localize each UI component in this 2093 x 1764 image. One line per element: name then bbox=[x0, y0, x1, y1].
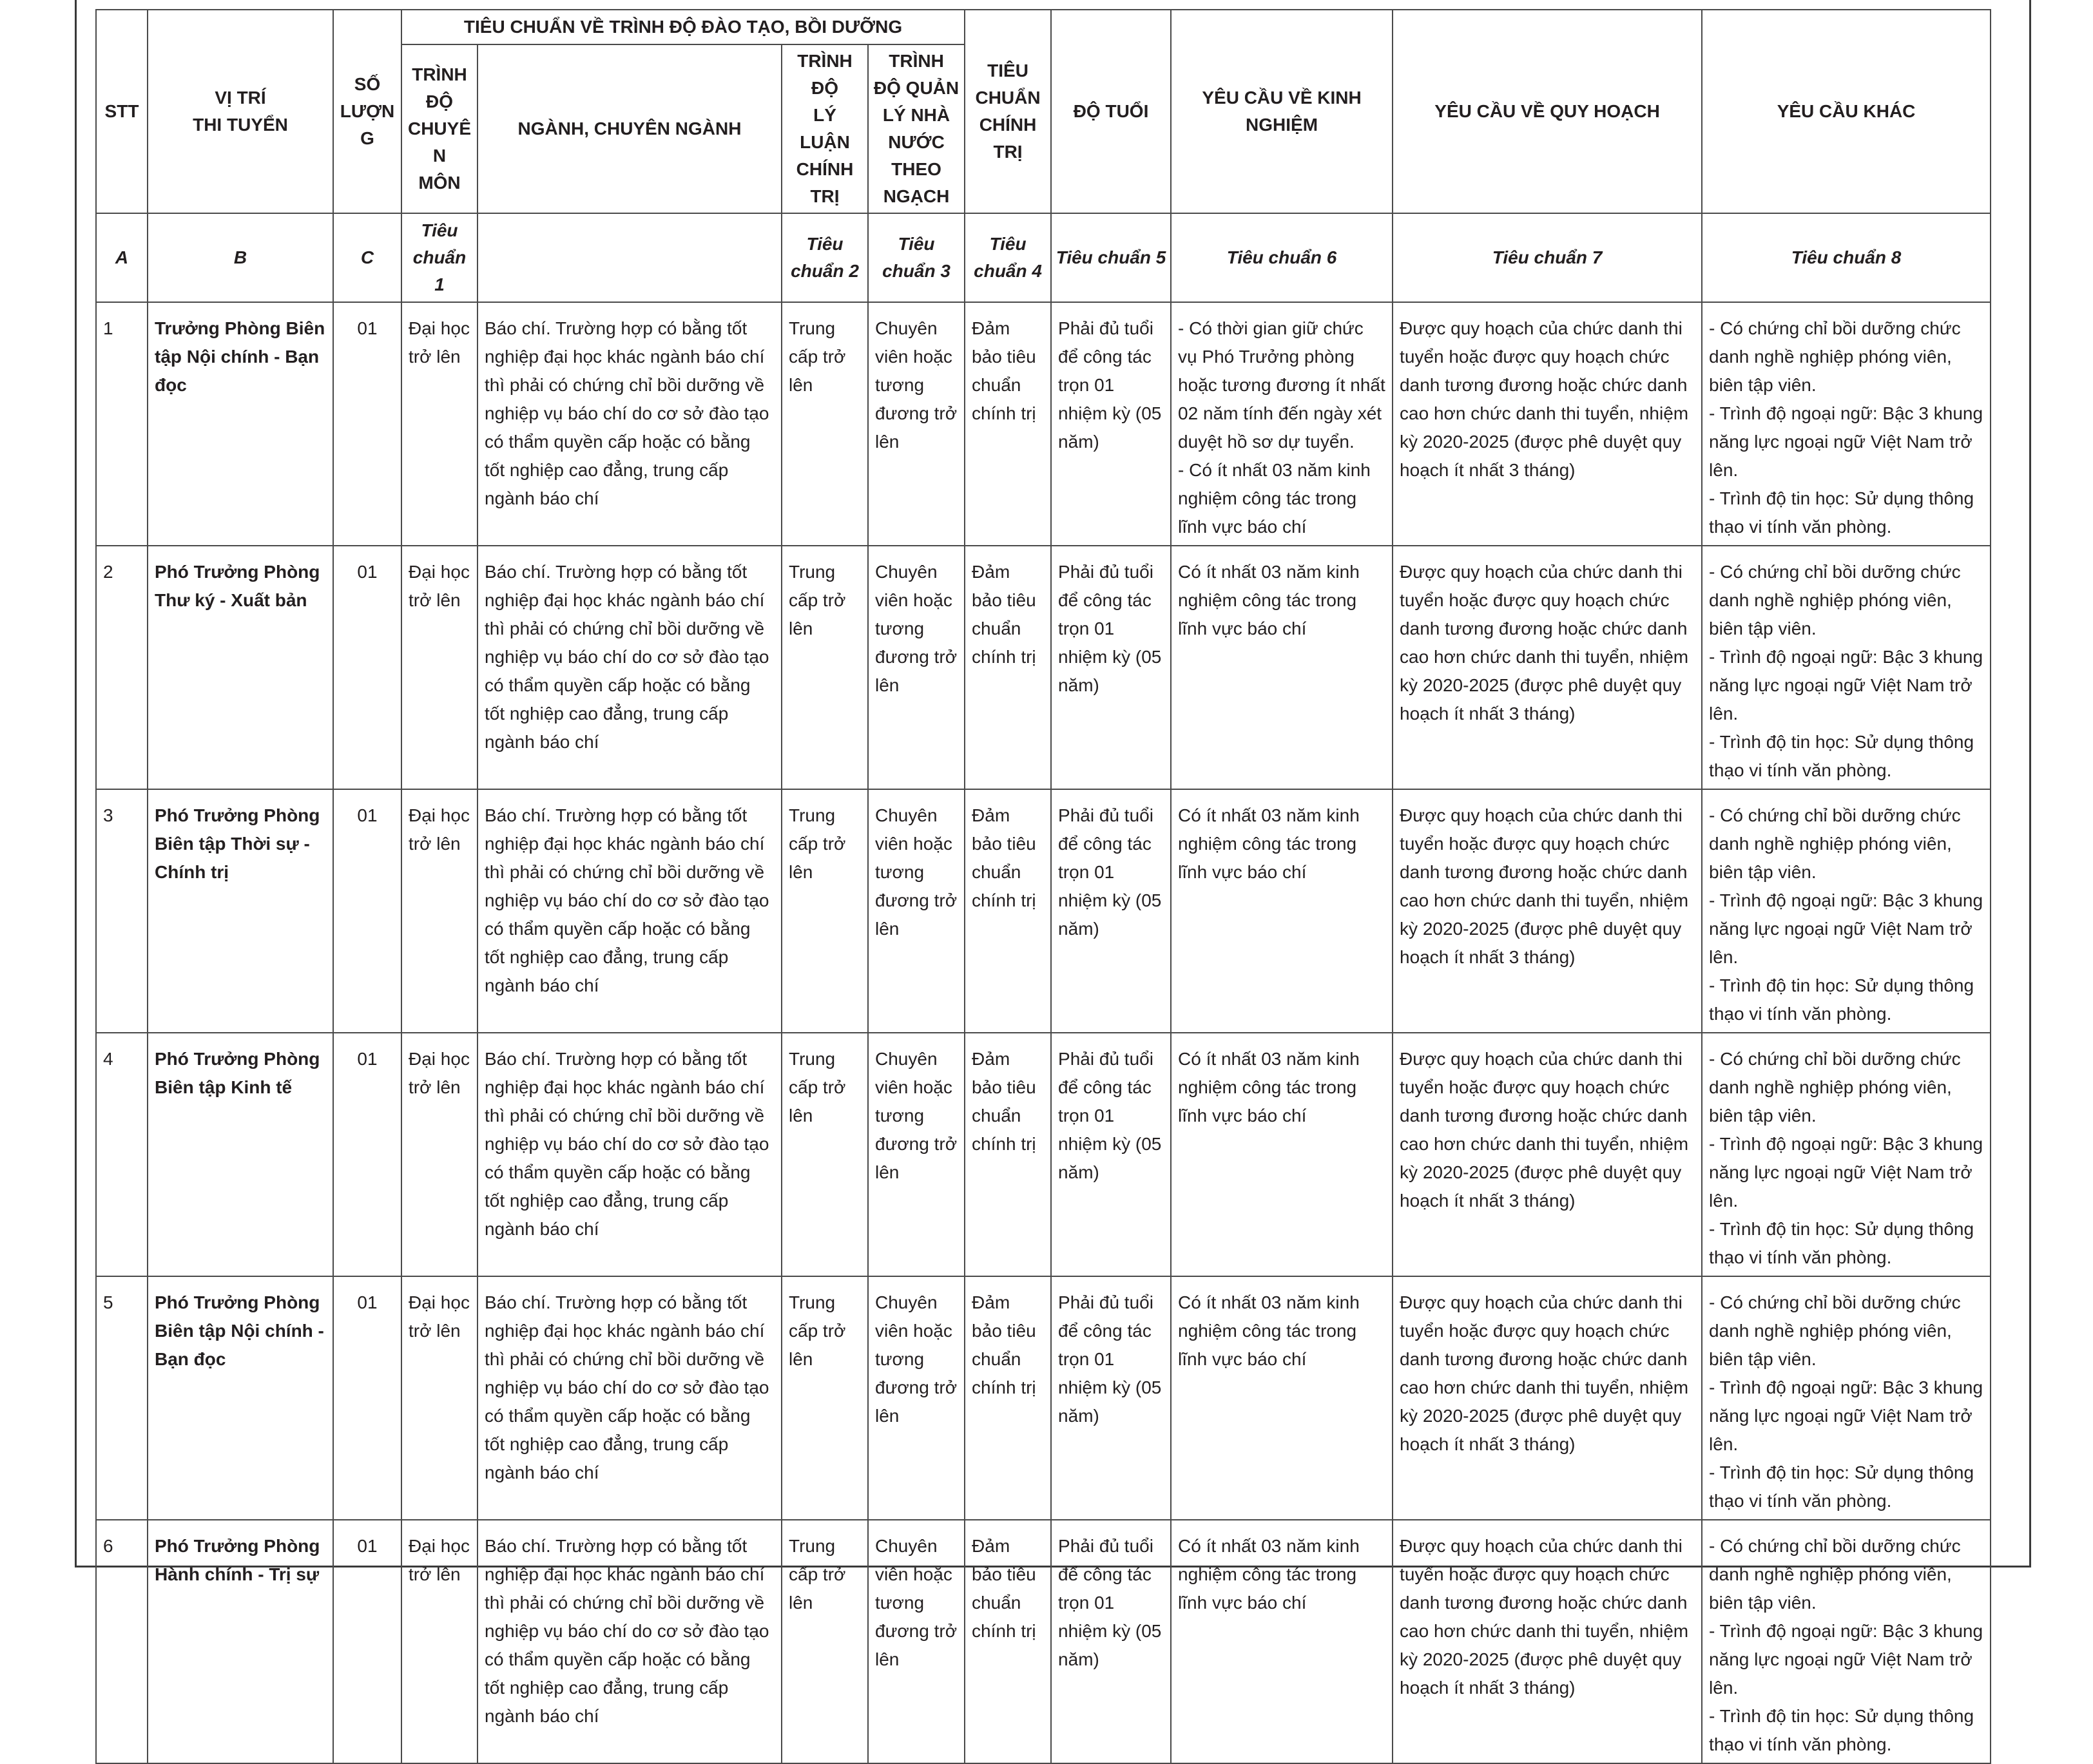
table-row bbox=[96, 789, 1991, 1033]
row-stt: 5 bbox=[96, 1276, 148, 1520]
row-planning: Được quy hoạch của chức danh thi tuyển hoặc được quy hoạch chức danh tương đương hoặc chức danh cao hơn chức danh thi tuyển, nhiệm kỳ 2020-2025 (được phê duyệt quy hoạch ít nhất 3 tháng) bbox=[1393, 302, 1702, 546]
row-experience: Có ít nhất 03 năm kinh nghiệm công tác trong lĩnh vực báo chí bbox=[1171, 789, 1393, 1033]
row-quantity: 01 bbox=[333, 546, 401, 789]
row-quantity: 01 bbox=[333, 1276, 401, 1520]
subheader-std2: Tiêu chuẩn 2 bbox=[782, 213, 868, 302]
header-stt: STT bbox=[96, 10, 148, 213]
row-state-management: Chuyên viên hoặc tương đương trở lên bbox=[868, 1033, 965, 1276]
subheader-std8: Tiêu chuẩn 8 bbox=[1702, 213, 1991, 302]
row-political-theory: Trung cấp trở lên bbox=[782, 302, 868, 546]
row-professional-level: Đại học trở lên bbox=[401, 1276, 477, 1520]
row-major: Báo chí. Trường hợp có bằng tốt nghiệp đại học khác ngành báo chí thì phải có chứng chỉ bồi dưỡng về nghiệp vụ báo chí do cơ sở đào tạo có thẩm quyền cấp hoặc có bằng tốt nghiệp cao đẳng, trung cấp ngành báo chí bbox=[477, 1276, 782, 1520]
row-other: - Có chứng chỉ bồi dưỡng chức danh nghề nghiệp phóng viên, biên tập viên. - Trình độ ngoại ngữ: Bậc 3 khung năng lực ngoại ngữ Việt Nam trở lên. - Trình độ tin học: Sử dụng thông thạo vi tính văn phòng. bbox=[1702, 302, 1991, 546]
row-political-theory: Trung cấp trở lên bbox=[782, 1276, 868, 1520]
row-political-standard: Đảm bảo tiêu chuẩn chính trị bbox=[965, 1033, 1051, 1276]
subheader-major bbox=[477, 213, 782, 302]
row-political-theory: Trung cấp trở lên bbox=[782, 1033, 868, 1276]
subheader-c: C bbox=[333, 213, 401, 302]
row-state-management: Chuyên viên hoặc tương đương trở lên bbox=[868, 302, 965, 546]
row-quantity: 01 bbox=[333, 789, 401, 1033]
row-experience: Có ít nhất 03 năm kinh nghiệm công tác trong lĩnh vực báo chí bbox=[1171, 1520, 1393, 1763]
header-age: ĐỘ TUỔI bbox=[1051, 10, 1171, 213]
table-body bbox=[96, 302, 1991, 1763]
header-major: NGÀNH, CHUYÊN NGÀNH bbox=[477, 44, 782, 213]
row-professional-level: Đại học trở lên bbox=[401, 1520, 477, 1763]
header-political-standard: TIÊU CHUẨN CHÍNH TRỊ bbox=[965, 10, 1051, 213]
header-planning: YÊU CẦU VỀ QUY HOẠCH bbox=[1393, 10, 1702, 213]
header-training-group: TIÊU CHUẨN VỀ TRÌNH ĐỘ ĐÀO TẠO, BỒI DƯỠNG bbox=[401, 10, 965, 44]
row-position: Trưởng Phòng Biên tập Nội chính - Bạn đọc bbox=[148, 302, 333, 546]
row-state-management: Chuyên viên hoặc tương đương trở lên bbox=[868, 789, 965, 1033]
row-political-standard: Đảm bảo tiêu chuẩn chính trị bbox=[965, 1520, 1051, 1763]
header-political-theory: TRÌNH ĐỘ LÝ LUẬN CHÍNH TRỊ bbox=[782, 44, 868, 213]
row-age: Phải đủ tuổi để công tác trọn 01 nhiệm kỳ (05 năm) bbox=[1051, 302, 1171, 546]
table-row bbox=[96, 302, 1991, 546]
row-position: Phó Trưởng Phòng Thư ký - Xuất bản bbox=[148, 546, 333, 789]
row-age: Phải đủ tuổi để công tác trọn 01 nhiệm kỳ (05 năm) bbox=[1051, 1033, 1171, 1276]
row-major: Báo chí. Trường hợp có bằng tốt nghiệp đại học khác ngành báo chí thì phải có chứng chỉ bồi dưỡng về nghiệp vụ báo chí do cơ sở đào tạo có thẩm quyền cấp hoặc có bằng tốt nghiệp cao đẳng, trung cấp ngành báo chí bbox=[477, 302, 782, 546]
row-state-management: Chuyên viên hoặc tương đương trở lên bbox=[868, 1520, 965, 1763]
row-state-management: Chuyên viên hoặc tương đương trở lên bbox=[868, 1276, 965, 1520]
table-row bbox=[96, 546, 1991, 789]
row-position: Phó Trưởng Phòng Biên tập Nội chính - Bạn đọc bbox=[148, 1276, 333, 1520]
row-stt: 1 bbox=[96, 302, 148, 546]
header-state-management: TRÌNH ĐỘ QUẢN LÝ NHÀ NƯỚC THEO NGẠCH bbox=[868, 44, 965, 213]
subheader-std6: Tiêu chuẩn 6 bbox=[1171, 213, 1393, 302]
table-row bbox=[96, 1033, 1991, 1276]
header-experience: YÊU CẦU VỀ KINH NGHIỆM bbox=[1171, 10, 1393, 213]
row-professional-level: Đại học trở lên bbox=[401, 789, 477, 1033]
subheader-std4: Tiêu chuẩn 4 bbox=[965, 213, 1051, 302]
row-quantity: 01 bbox=[333, 1520, 401, 1763]
row-quantity: 01 bbox=[333, 302, 401, 546]
header-other: YÊU CẦU KHÁC bbox=[1702, 10, 1991, 213]
row-quantity: 01 bbox=[333, 1033, 401, 1276]
row-other: - Có chứng chỉ bồi dưỡng chức danh nghề nghiệp phóng viên, biên tập viên. - Trình độ ngoại ngữ: Bậc 3 khung năng lực ngoại ngữ Việt Nam trở lên. - Trình độ tin học: Sử dụng thông thạo vi tính văn phòng. bbox=[1702, 546, 1991, 789]
row-political-standard: Đảm bảo tiêu chuẩn chính trị bbox=[965, 1276, 1051, 1520]
row-experience: - Có thời gian giữ chức vụ Phó Trưởng phòng hoặc tương đương ít nhất 02 năm tính đến ngày xét duyệt hồ sơ dự tuyển. - Có ít nhất 03 năm kinh nghiệm công tác trong lĩnh vực báo chí bbox=[1171, 302, 1393, 546]
header-quantity: SỐ LƯỢNG bbox=[333, 10, 401, 213]
row-experience: Có ít nhất 03 năm kinh nghiệm công tác trong lĩnh vực báo chí bbox=[1171, 1276, 1393, 1520]
subheader-std5: Tiêu chuẩn 5 bbox=[1051, 213, 1171, 302]
row-political-theory: Trung cấp trở lên bbox=[782, 789, 868, 1033]
header-position: VỊ TRÍ THI TUYỂN bbox=[148, 10, 333, 213]
row-planning: Được quy hoạch của chức danh thi tuyển hoặc được quy hoạch chức danh tương đương hoặc chức danh cao hơn chức danh thi tuyển, nhiệm kỳ 2020-2025 (được phê duyệt quy hoạch ít nhất 3 tháng) bbox=[1393, 1520, 1702, 1763]
row-major: Báo chí. Trường hợp có bằng tốt nghiệp đại học khác ngành báo chí thì phải có chứng chỉ bồi dưỡng về nghiệp vụ báo chí do cơ sở đào tạo có thẩm quyền cấp hoặc có bằng tốt nghiệp cao đẳng, trung cấp ngành báo chí bbox=[477, 1033, 782, 1276]
row-experience: Có ít nhất 03 năm kinh nghiệm công tác trong lĩnh vực báo chí bbox=[1171, 1033, 1393, 1276]
table-header bbox=[96, 10, 1991, 302]
row-stt: 2 bbox=[96, 546, 148, 789]
row-political-theory: Trung cấp trở lên bbox=[782, 1520, 868, 1763]
recruitment-criteria-table bbox=[95, 9, 1991, 1764]
header-professional-level: TRÌNH ĐỘ CHUYÊN MÔN bbox=[401, 44, 477, 213]
row-position: Phó Trưởng Phòng Biên tập Kinh tế bbox=[148, 1033, 333, 1276]
row-planning: Được quy hoạch của chức danh thi tuyển hoặc được quy hoạch chức danh tương đương hoặc chức danh cao hơn chức danh thi tuyển, nhiệm kỳ 2020-2025 (được phê duyệt quy hoạch ít nhất 3 tháng) bbox=[1393, 546, 1702, 789]
row-planning: Được quy hoạch của chức danh thi tuyển hoặc được quy hoạch chức danh tương đương hoặc chức danh cao hơn chức danh thi tuyển, nhiệm kỳ 2020-2025 (được phê duyệt quy hoạch ít nhất 3 tháng) bbox=[1393, 789, 1702, 1033]
row-stt: 3 bbox=[96, 789, 148, 1033]
row-major: Báo chí. Trường hợp có bằng tốt nghiệp đại học khác ngành báo chí thì phải có chứng chỉ bồi dưỡng về nghiệp vụ báo chí do cơ sở đào tạo có thẩm quyền cấp hoặc có bằng tốt nghiệp cao đẳng, trung cấp ngành báo chí bbox=[477, 1520, 782, 1763]
row-state-management: Chuyên viên hoặc tương đương trở lên bbox=[868, 546, 965, 789]
row-experience: Có ít nhất 03 năm kinh nghiệm công tác trong lĩnh vực báo chí bbox=[1171, 546, 1393, 789]
row-stt: 4 bbox=[96, 1033, 148, 1276]
row-other: - Có chứng chỉ bồi dưỡng chức danh nghề nghiệp phóng viên, biên tập viên. - Trình độ ngoại ngữ: Bậc 3 khung năng lực ngoại ngữ Việt Nam trở lên. - Trình độ tin học: Sử dụng thông thạo vi tính văn phòng. bbox=[1702, 1276, 1991, 1520]
row-other: - Có chứng chỉ bồi dưỡng chức danh nghề nghiệp phóng viên, biên tập viên. - Trình độ ngoại ngữ: Bậc 3 khung năng lực ngoại ngữ Việt Nam trở lên. - Trình độ tin học: Sử dụng thông thạo vi tính văn phòng. bbox=[1702, 1033, 1991, 1276]
subheader-std3: Tiêu chuẩn 3 bbox=[868, 213, 965, 302]
subheader-b: B bbox=[148, 213, 333, 302]
row-age: Phải đủ tuổi để công tác trọn 01 nhiệm kỳ (05 năm) bbox=[1051, 1520, 1171, 1763]
row-political-standard: Đảm bảo tiêu chuẩn chính trị bbox=[965, 302, 1051, 546]
row-political-theory: Trung cấp trở lên bbox=[782, 546, 868, 789]
row-stt: 6 bbox=[96, 1520, 148, 1763]
row-major: Báo chí. Trường hợp có bằng tốt nghiệp đại học khác ngành báo chí thì phải có chứng chỉ bồi dưỡng về nghiệp vụ báo chí do cơ sở đào tạo có thẩm quyền cấp hoặc có bằng tốt nghiệp cao đẳng, trung cấp ngành báo chí bbox=[477, 546, 782, 789]
row-major: Báo chí. Trường hợp có bằng tốt nghiệp đại học khác ngành báo chí thì phải có chứng chỉ bồi dưỡng về nghiệp vụ báo chí do cơ sở đào tạo có thẩm quyền cấp hoặc có bằng tốt nghiệp cao đẳng, trung cấp ngành báo chí bbox=[477, 789, 782, 1033]
subheader-std7: Tiêu chuẩn 7 bbox=[1393, 213, 1702, 302]
row-age: Phải đủ tuổi để công tác trọn 01 nhiệm kỳ (05 năm) bbox=[1051, 789, 1171, 1033]
row-professional-level: Đại học trở lên bbox=[401, 302, 477, 546]
subheader-a: A bbox=[96, 213, 148, 302]
row-political-standard: Đảm bảo tiêu chuẩn chính trị bbox=[965, 546, 1051, 789]
row-political-standard: Đảm bảo tiêu chuẩn chính trị bbox=[965, 789, 1051, 1033]
row-age: Phải đủ tuổi để công tác trọn 01 nhiệm kỳ (05 năm) bbox=[1051, 546, 1171, 789]
row-other: - Có chứng chỉ bồi dưỡng chức danh nghề nghiệp phóng viên, biên tập viên. - Trình độ ngoại ngữ: Bậc 3 khung năng lực ngoại ngữ Việt Nam trở lên. - Trình độ tin học: Sử dụng thông thạo vi tính văn phòng. bbox=[1702, 789, 1991, 1033]
row-age: Phải đủ tuổi để công tác trọn 01 nhiệm kỳ (05 năm) bbox=[1051, 1276, 1171, 1520]
table-row bbox=[96, 1520, 1991, 1763]
row-professional-level: Đại học trở lên bbox=[401, 546, 477, 789]
row-other: - Có chứng chỉ bồi dưỡng chức danh nghề nghiệp phóng viên, biên tập viên. - Trình độ ngoại ngữ: Bậc 3 khung năng lực ngoại ngữ Việt Nam trở lên. - Trình độ tin học: Sử dụng thông thạo vi tính văn phòng. bbox=[1702, 1520, 1991, 1763]
row-professional-level: Đại học trở lên bbox=[401, 1033, 477, 1276]
subheader-std1: Tiêu chuẩn 1 bbox=[401, 213, 477, 302]
row-position: Phó Trưởng Phòng Hành chính - Trị sự bbox=[148, 1520, 333, 1763]
table-row bbox=[96, 1276, 1991, 1520]
row-planning: Được quy hoạch của chức danh thi tuyển hoặc được quy hoạch chức danh tương đương hoặc chức danh cao hơn chức danh thi tuyển, nhiệm kỳ 2020-2025 (được phê duyệt quy hoạch ít nhất 3 tháng) bbox=[1393, 1276, 1702, 1520]
row-planning: Được quy hoạch của chức danh thi tuyển hoặc được quy hoạch chức danh tương đương hoặc chức danh cao hơn chức danh thi tuyển, nhiệm kỳ 2020-2025 (được phê duyệt quy hoạch ít nhất 3 tháng) bbox=[1393, 1033, 1702, 1276]
row-position: Phó Trưởng Phòng Biên tập Thời sự - Chính trị bbox=[148, 789, 333, 1033]
